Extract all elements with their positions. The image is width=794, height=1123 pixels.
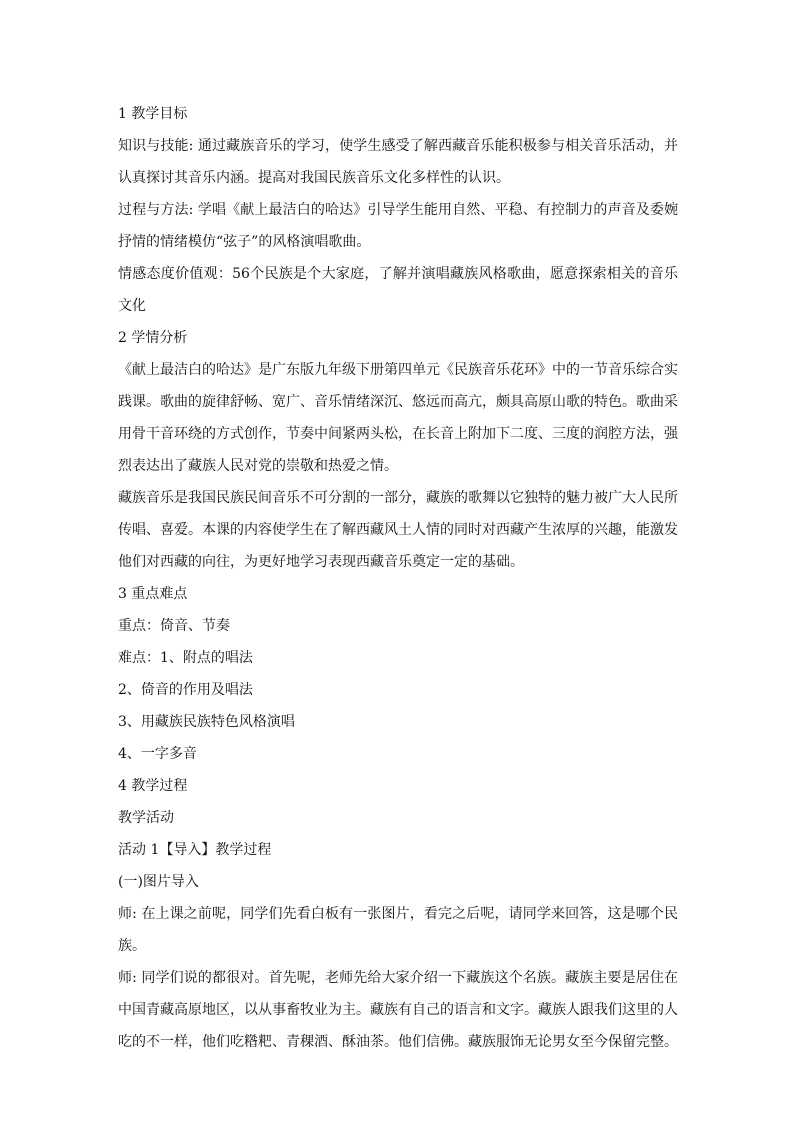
doc-line: 族。 (118, 938, 146, 954)
doc-line: 吃的不一样，他们吃糌粑、青稞酒、酥油茶。他们信佛。藏族服饰无论男女至今保留完整。 (118, 1034, 678, 1050)
doc-line: 4、一字多音 (118, 746, 197, 762)
doc-line: 1 教学目标 (118, 106, 188, 122)
doc-line: 藏族音乐是我国民族民间音乐不可分割的一部分，藏族的歌舞以它独特的魅力被广大人民所 (118, 490, 678, 506)
doc-line: 中国青藏高原地区，以从事畜牧业为主。藏族有自己的语言和文字。藏族人跟我们这里的人 (118, 1002, 678, 1018)
doc-line: 3 重点难点 (118, 586, 188, 602)
doc-line: 《献上最洁白的哈达》是广东版九年级下册第四单元《民族音乐花环》中的一节音乐综合实 (118, 362, 678, 378)
doc-line: 师: 在上课之前呢，同学们先看白板有一张图片，看完之后呢，请同学来回答，这是哪个民 (118, 906, 678, 922)
doc-line: 重点：倚音、节奏 (118, 618, 230, 634)
document-page (118, 98, 678, 1058)
doc-line: 传唱、喜爱。本课的内容使学生在了解西藏风土人情的同时对西藏产生浓厚的兴趣，能激发 (118, 522, 678, 538)
doc-line: 3、用藏族民族特色风格演唱 (118, 714, 295, 730)
doc-line: 用骨干音环绕的方式创作，节奏中间紧两头松，在长音上附加下二度、三度的润腔方法，强 (118, 426, 678, 442)
doc-line: 2、倚音的作用及唱法 (118, 682, 253, 698)
doc-line: 知识与技能: 通过藏族音乐的学习，使学生感受了解西藏音乐能积极参与相关音乐活动，并 (118, 138, 678, 154)
doc-line: 认真探讨其音乐内涵。提高对我国民族音乐文化多样性的认识。 (118, 170, 510, 186)
doc-line: 过程与方法: 学唱《献上最洁白的哈达》引导学生能用自然、平稳、有控制力的声音及委婉 (118, 202, 678, 218)
doc-line: 情感态度价值观：56个民族是个大家庭，了解并演唱藏族风格歌曲，愿意探索相关的音乐 (118, 266, 678, 282)
doc-line: 4 教学过程 (118, 778, 188, 794)
doc-line: 烈表达出了藏族人民对党的崇敬和热爱之情。 (118, 458, 398, 474)
doc-line: 2 学情分析 (118, 330, 188, 346)
doc-line: 活动 1【导入】教学过程 (118, 842, 272, 858)
doc-line: 践课。歌曲的旋律舒畅、宽广、音乐情绪深沉、悠远而高亢，颇具高原山歌的特色。歌曲采 (118, 394, 678, 410)
doc-line: (一)图片导入 (118, 874, 199, 890)
doc-line: 他们对西藏的向往，为更好地学习表现西藏音乐奠定一定的基础。 (118, 554, 524, 570)
doc-line: 难点：1、附点的唱法 (118, 650, 253, 666)
doc-line: 师: 同学们说的都很对。首先呢，老师先给大家介绍一下藏族这个名族。藏族主要是居住在 (118, 970, 678, 986)
doc-line: 教学活动 (118, 810, 174, 826)
doc-line: 抒情的情绪模仿“弦子”的风格演唱歌曲。 (118, 234, 371, 250)
doc-line: 文化 (118, 298, 146, 314)
